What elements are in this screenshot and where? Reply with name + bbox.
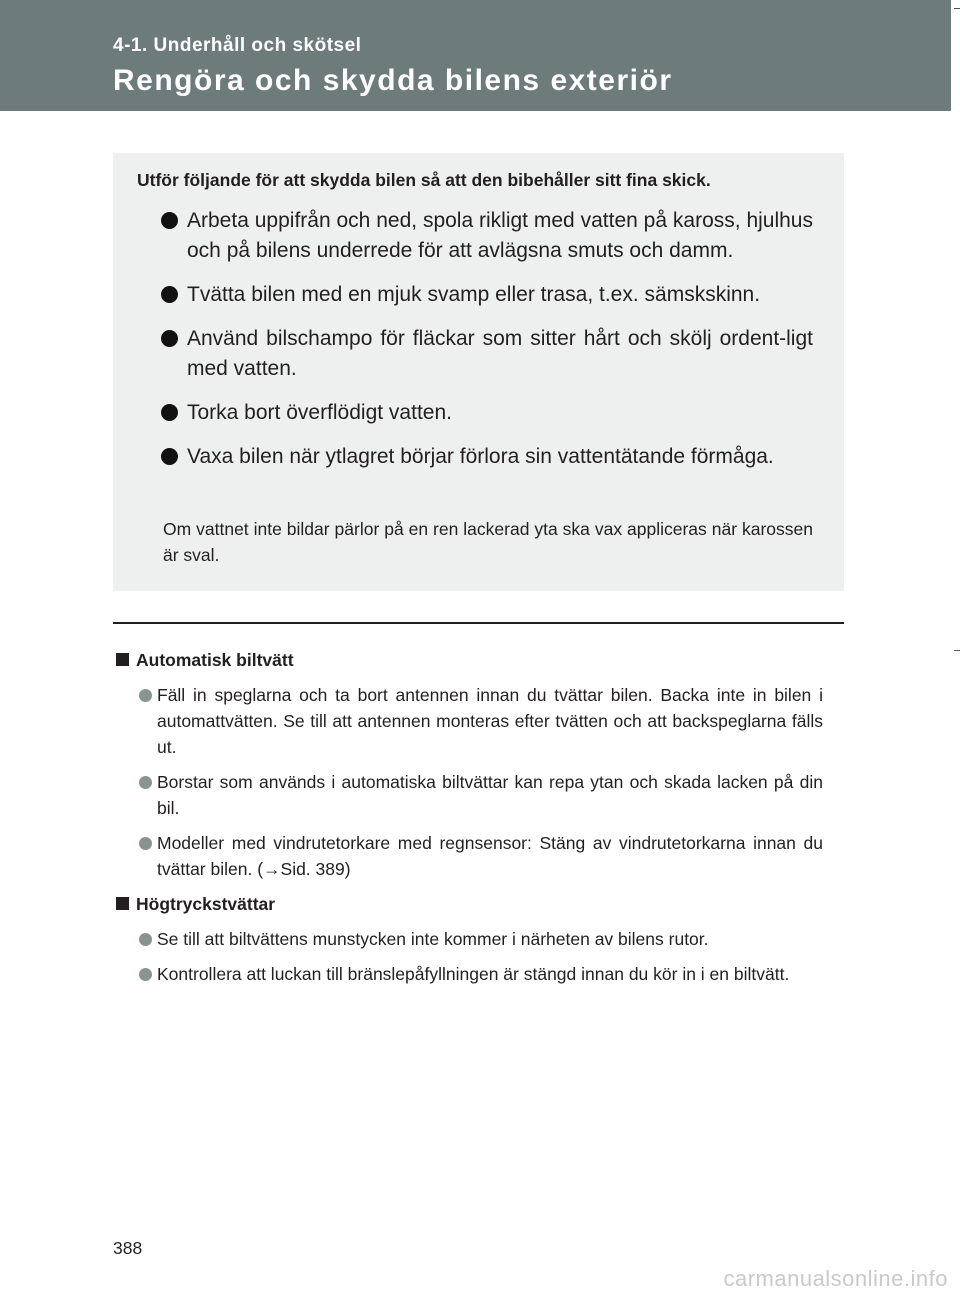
subheading-pressure-washer: Högtryckstvättar bbox=[116, 892, 823, 916]
watermark: carmanualsonline.info bbox=[723, 1266, 948, 1291]
list-item: Tvätta bilen med en mjuk svamp eller trasa, t.ex. sämskskinn. bbox=[163, 280, 813, 310]
list-item: Fäll in speglarna och ta bort antennen innan du tvättar bilen. Backa inte in bilen i automattvätten. Se till att antennen monteras efter tvätten och att backspeglarna fälls ut. bbox=[116, 682, 823, 760]
divider bbox=[113, 622, 844, 624]
bullet-icon bbox=[139, 689, 152, 702]
square-bullet-icon bbox=[116, 897, 129, 910]
summary-note: Om vattnet inte bildar pärlor på en ren lackerad yta ska vax appliceras när karossen är sval. bbox=[163, 519, 813, 565]
pressure-washer-list bbox=[116, 926, 823, 987]
bullet-icon bbox=[161, 286, 178, 303]
crop-mark bbox=[954, 650, 960, 651]
bullet-icon bbox=[161, 448, 178, 465]
header-bar bbox=[0, 0, 951, 111]
page-number: 388 bbox=[113, 1238, 143, 1258]
bullet-icon bbox=[161, 404, 178, 421]
section-label: 4-1. Underhåll och skötsel bbox=[113, 35, 362, 56]
list-item: Vaxa bilen när ytlagret börjar förlora sin vattentätande förmåga. bbox=[163, 442, 813, 472]
page-title: Rengöra och skydda bilens exteriör bbox=[113, 64, 673, 97]
bullet-icon bbox=[161, 212, 178, 229]
list-item: Kontrollera att luckan till bränslepåfyllningen är stängd innan du kör in i en biltvätt. bbox=[116, 961, 823, 987]
list-item: Arbeta uppifrån och ned, spola rikligt med vatten på kaross, hjulhus och på bilens underrede för att avlägsna smuts och damm. bbox=[163, 206, 813, 266]
bullet-icon bbox=[139, 776, 152, 789]
summary-intro: Utför följande för att skydda bilen så att den bibehåller sitt fina skick. bbox=[137, 170, 711, 190]
crop-mark bbox=[954, 8, 960, 9]
list-item: Torka bort överflödigt vatten. bbox=[163, 398, 813, 428]
automatic-wash-list bbox=[116, 682, 823, 882]
subheading-automatic-wash: Automatisk biltvätt bbox=[116, 648, 823, 672]
details-section bbox=[116, 648, 823, 997]
bullet-icon bbox=[139, 933, 152, 946]
summary-box bbox=[113, 153, 844, 591]
square-bullet-icon bbox=[116, 653, 129, 666]
bullet-icon bbox=[161, 330, 178, 347]
summary-list bbox=[163, 206, 813, 486]
list-item: Modeller med vindrutetorkare med regnsensor: Stäng av vindrutetorkarna innan du tvättar bilen. (→Sid. 389) bbox=[116, 830, 823, 882]
list-item: Se till att biltvättens munstycken inte kommer i närheten av bilens rutor. bbox=[116, 926, 823, 952]
bullet-icon bbox=[139, 968, 152, 981]
list-item: Borstar som används i automatiska biltvättar kan repa ytan och skada lacken på din bil. bbox=[116, 769, 823, 821]
list-item: Använd bilschampo för fläckar som sitter hårt och skölj ordent-ligt med vatten. bbox=[163, 324, 813, 384]
bullet-icon bbox=[139, 837, 152, 850]
